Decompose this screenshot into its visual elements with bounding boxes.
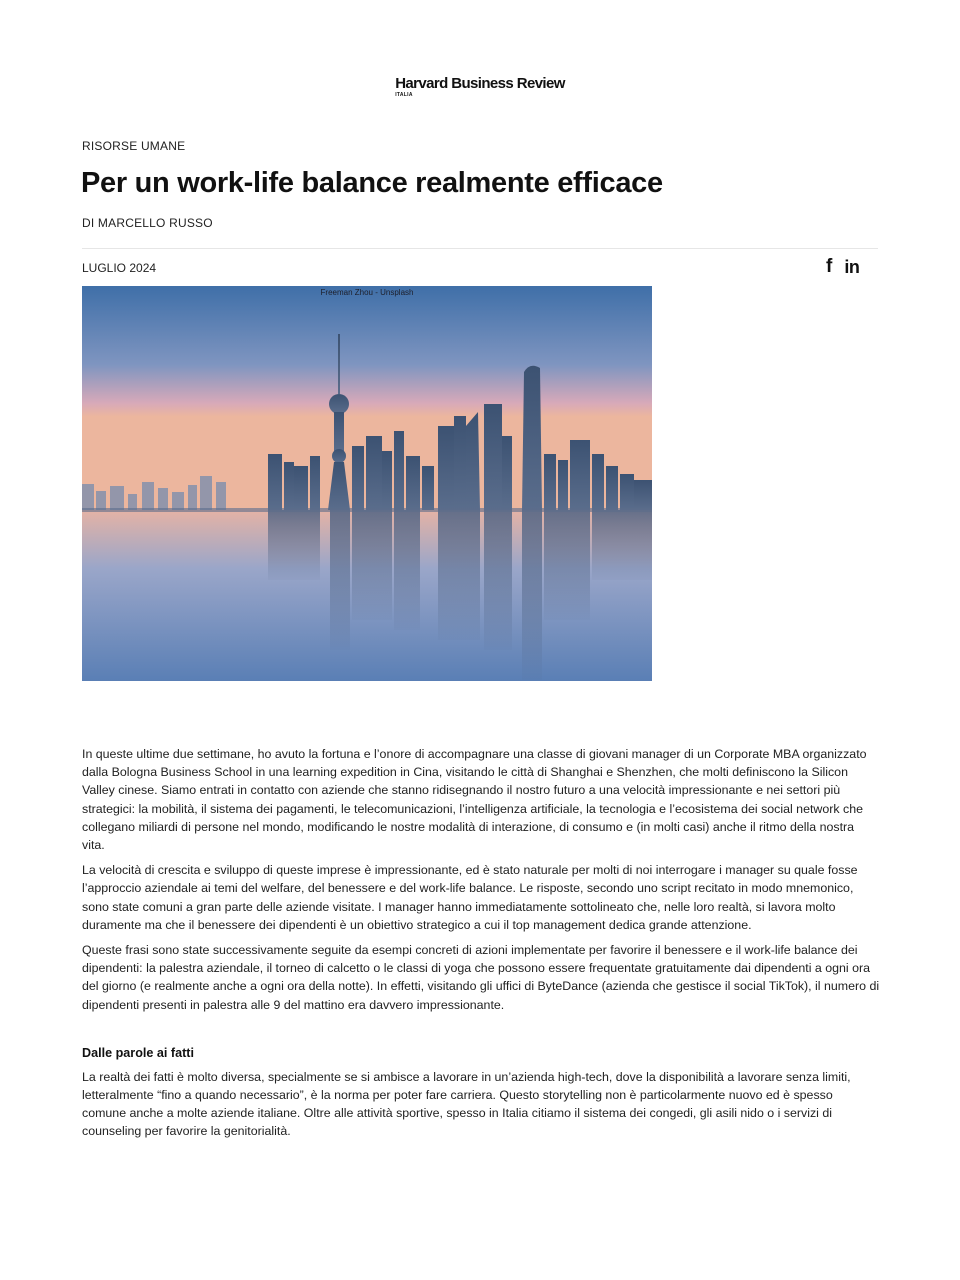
hero-image: [82, 286, 652, 681]
hbr-logo[interactable]: [395, 76, 565, 98]
photo-credit: Freeman Zhou - Unsplash: [320, 288, 414, 297]
article-body: [82, 745, 880, 1148]
facebook-icon[interactable]: f: [826, 256, 833, 277]
subheading: Dalle parole ai fatti: [82, 1045, 194, 1060]
publish-date: LUGLIO 2024: [82, 261, 157, 275]
linkedin-icon[interactable]: in: [844, 257, 860, 277]
paragraph: La realtà dei fatti è molto diversa, specialmente se si ambisce a lavorare in un’azienda high-tech, dove la disponibilità a lavorare senza limiti, letteralmente “fino a quando necessario”, è la norma per poter fare carriera. Questo storytelling non è particolarmente nuovo ed è spesso comune anche a molte aziende italiane. Oltre alle attività sportive, spesso in Italia citiamo il sistema dei congedi, gli asili nido o i servizi di counseling per favorire la genitorialità.: [82, 1069, 851, 1139]
logo-text: Harvard Business Review: [395, 75, 565, 92]
divider: [82, 248, 878, 249]
logo-subtext: ITALIA: [395, 92, 413, 98]
masthead: [0, 76, 960, 101]
byline: DI MARCELLO RUSSO: [82, 216, 213, 230]
article-title: Per un work-life balance realmente efficace: [81, 167, 663, 199]
paragraph: La velocità di crescita e sviluppo di queste imprese è impressionante, ed è stato naturale per molti di noi interrogare i manager su quale fosse l’approccio aziendale ai temi del welfare, del benessere e del work-life balance. Le risposte, secondo uno script recitato in modo mnemonico, sono state comuni a gran parte delle aziende visitate. I manager hanno immediatamente sottolineato che, nelle loro realtà, si lavora molto duramente ma che il benessere dei dipendenti è un obiettivo strategico a cui il top management dedica grande attenzione.: [82, 863, 858, 932]
share-buttons: [826, 257, 859, 277]
paragraph: Queste frasi sono state successivamente seguite da esempi concreti di azioni implementate per favorire il benessere e il work-life balance dei dipendenti: la palestra aziendale, il torneo di calcetto o le classi di yoga che possono essere frequentate gratuitamente dai dipendenti a ogni ora del giorno (e realmente anche a ogni ora della notte). In effetti, visitando gli uffici di ByteDance (azienda che gestisce il social TikTok), il numero di dipendenti presenti in palestra alle 9 del mattino era davvero impressionante.: [82, 943, 880, 1012]
skyline-photo: [82, 286, 652, 681]
paragraph: In queste ultime due settimane, ho avuto la fortuna e l’onore di accompagnare una classe di giovani manager di un Corporate MBA organizzato dalla Bologna Business School in una learning expedition in Cina, visitando le città di Shanghai e Shenzhen, che molti definiscono la Silicon Valley cinese. Siamo entrati in contatto con aziende che stanno ridisegnando il nostro futuro a una velocità impressionante e nei settori più strategici: la mobilità, il sistema dei pagamenti, le telecomunicazioni, l’intelligenza artificiale, la tecnologia e l’ecosistema dei social network che collegano miliardi di persone nel mondo, modificando le nostre modalità di interazione, di consumo e (in molti casi) anche il ritmo della nostra vita.: [82, 747, 867, 853]
section-label[interactable]: RISORSE UMANE: [82, 139, 186, 153]
